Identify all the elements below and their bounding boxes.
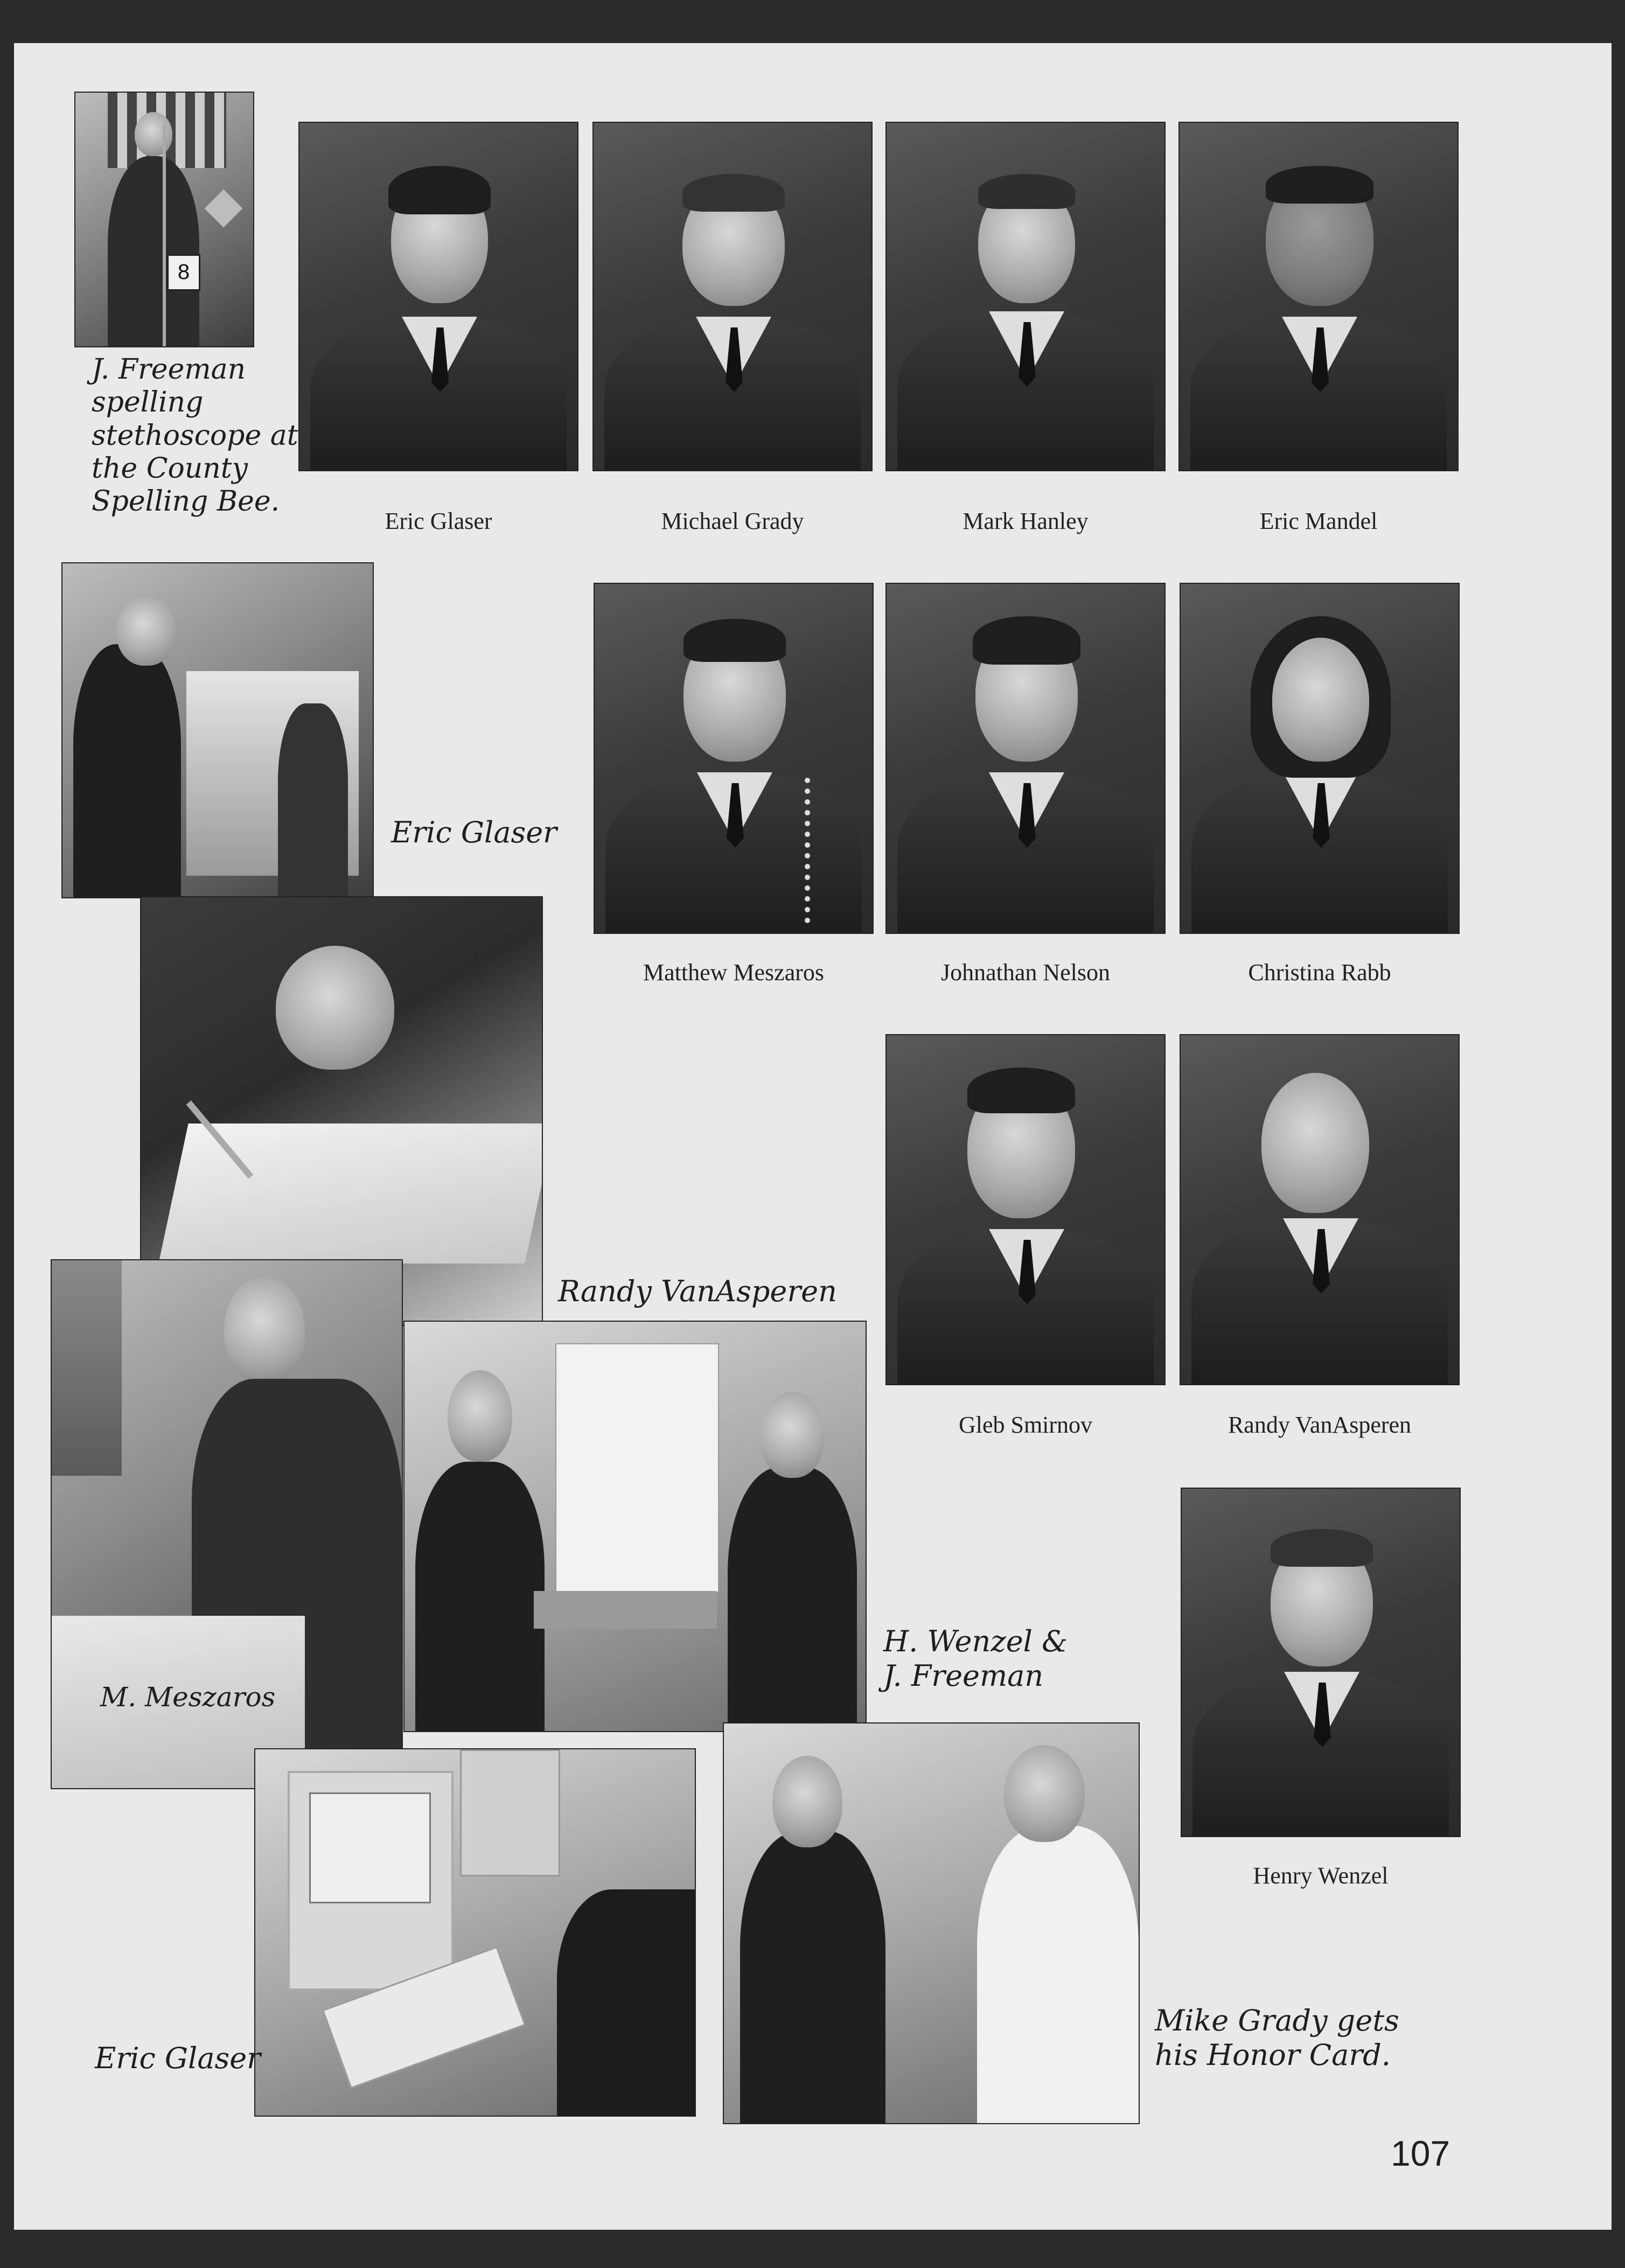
caption-randy-vanasperen-portrait: Randy VanAsperen — [1228, 1412, 1412, 1438]
portrait-eric-mandel — [1180, 123, 1457, 470]
hair — [682, 174, 785, 212]
number-card: 8 — [167, 254, 200, 291]
heart-decoration — [205, 190, 243, 228]
portrait-johnathan-nelson — [887, 584, 1164, 933]
aiguillette-cord — [789, 778, 810, 923]
portrait-mark-hanley — [887, 123, 1164, 470]
monitor-screen — [309, 1792, 431, 1903]
student-head — [224, 1276, 305, 1384]
hair — [1271, 1529, 1373, 1567]
caption-matthew-meszaros: Matthew Meszaros — [643, 959, 824, 986]
open-book — [158, 1123, 542, 1264]
microphone-stand — [163, 125, 166, 346]
caption-eric-mandel: Eric Mandel — [1259, 508, 1378, 534]
project-tray — [534, 1591, 717, 1629]
man-in-suit — [73, 644, 181, 897]
hair — [1266, 166, 1373, 204]
portrait-matthew-meszaros — [595, 584, 873, 933]
science-project-photo — [404, 1322, 866, 1731]
bulletin-board — [52, 1260, 122, 1476]
portrait-christina-rabb — [1181, 584, 1459, 933]
caption-michael-grady: Michael Grady — [661, 508, 804, 534]
caption-henry-wenzel: Henry Wenzel — [1253, 1862, 1389, 1889]
speller-head — [135, 112, 172, 156]
poster-board — [555, 1343, 719, 1593]
hair — [684, 619, 786, 662]
portrait-gleb-smirnov — [887, 1035, 1164, 1384]
caption-randy-vanasperen: Randy VanAsperen — [558, 1274, 837, 1308]
portrait-michael-grady — [594, 123, 871, 470]
man-head — [116, 596, 176, 666]
caption-johnathan-nelson: Johnathan Nelson — [940, 959, 1111, 986]
page-number: 107 — [1391, 2133, 1450, 2173]
hair — [978, 174, 1075, 209]
hair — [967, 1067, 1075, 1113]
teacher-sweater — [977, 1826, 1139, 2123]
hair — [388, 166, 491, 214]
head — [1272, 638, 1369, 762]
hair — [973, 616, 1080, 665]
caption-eric-glaser-award: Eric Glaser — [391, 815, 557, 849]
portrait-henry-wenzel — [1182, 1489, 1460, 1836]
student-in-uniform — [740, 1831, 885, 2123]
computer-lab-photo — [255, 1749, 695, 2116]
caption-wenzel-freeman: H. Wenzel & J. Freeman — [883, 1624, 1068, 1693]
student-head — [772, 1756, 842, 1847]
caption-m-meszaros: M. Meszaros — [100, 1681, 276, 1713]
student-left-head — [448, 1370, 512, 1462]
caption-eric-glaser: Eric Glaser — [385, 508, 492, 534]
speller-body — [108, 156, 199, 346]
caption-mark-hanley: Mark Hanley — [963, 508, 1089, 534]
student-right — [728, 1467, 857, 1731]
spelling-bee-caption: J. Freeman spelling stethoscope at the County Spelling Bee. — [92, 353, 298, 518]
student-in-uniform — [278, 703, 348, 897]
caption-christina-rabb: Christina Rabb — [1248, 959, 1391, 986]
caption-mike-grady-honor-card: Mike Grady gets his Honor Card. — [1155, 2004, 1399, 2072]
portrait-randy-vanasperen — [1181, 1035, 1459, 1384]
student-right-head — [760, 1392, 825, 1478]
second-monitor — [460, 1749, 560, 1876]
award-ceremony-photo — [62, 563, 373, 897]
yearbook-page — [14, 43, 1612, 2230]
student-head — [276, 946, 394, 1070]
portrait-eric-glaser — [299, 123, 577, 470]
caption-gleb-smirnov: Gleb Smirnov — [958, 1412, 1093, 1438]
head — [1261, 1073, 1369, 1213]
teacher-head — [1004, 1745, 1085, 1842]
student-left — [415, 1462, 545, 1731]
student-at-computer — [557, 1889, 695, 2116]
caption-eric-glaser-computer: Eric Glaser — [95, 2041, 261, 2075]
honor-card-photo — [724, 1723, 1139, 2123]
spelling-bee-photo — [75, 93, 253, 346]
